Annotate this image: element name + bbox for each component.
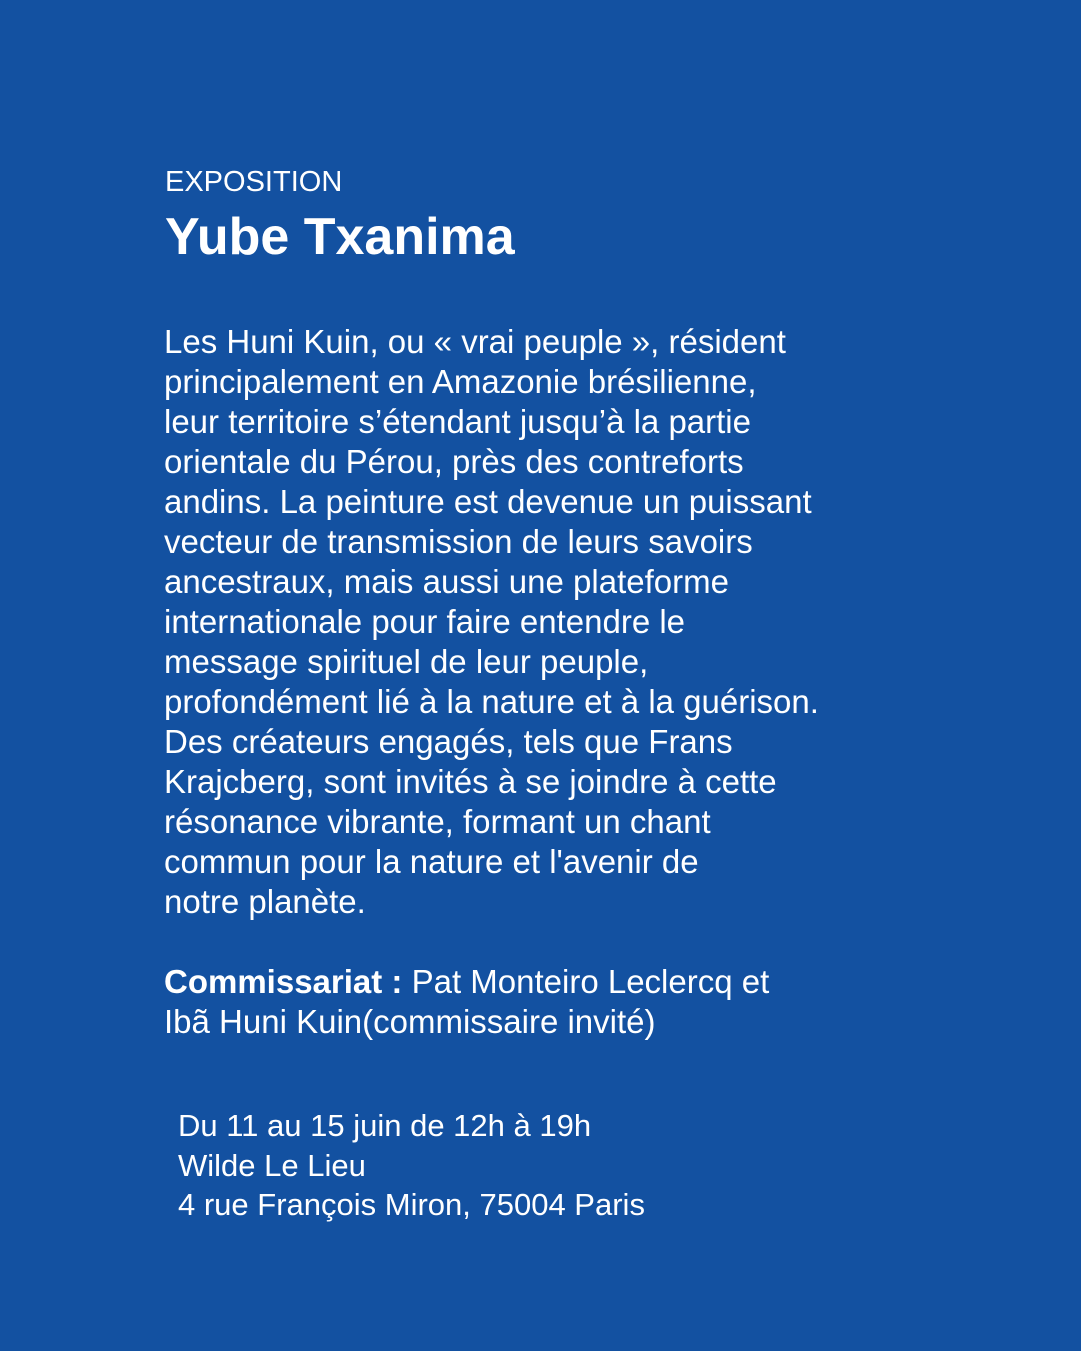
description-line: commun pour la nature et l'avenir de	[164, 843, 699, 880]
event-info	[178, 1106, 878, 1225]
description-line: andins. La peinture est devenue un puissant	[164, 483, 812, 520]
description-line: principalement en Amazonie brésilienne,	[164, 363, 757, 400]
curators-line	[164, 962, 964, 1002]
event-venue: Wilde Le Lieu	[178, 1147, 366, 1183]
description-line: ancestraux, mais aussi une plateforme	[164, 563, 729, 600]
curators-names: Pat Monteiro Leclercq et	[402, 963, 770, 1000]
description-line: orientale du Pérou, près des contreforts	[164, 443, 744, 480]
description-line: Les Huni Kuin, ou « vrai peuple », résident	[164, 323, 786, 360]
curators-line: Ibã Huni Kuin(commissaire invité)	[164, 1003, 656, 1040]
description-line: résonance vibrante, formant un chant	[164, 803, 711, 840]
exhibition-title: Yube Txanima	[165, 208, 515, 266]
description-line: vecteur de transmission de leurs savoirs	[164, 523, 753, 560]
event-dates: Du 11 au 15 juin de 12h à 19h	[178, 1108, 592, 1143]
description-line: notre planète.	[164, 883, 366, 920]
description-line: internationale pour faire entendre le	[164, 603, 686, 640]
category-label: EXPOSITION	[165, 166, 343, 198]
curators-block	[164, 962, 964, 1042]
description-line: profondément lié à la nature et à la guérison.	[164, 683, 819, 720]
event-address: 4 rue François Miron, 75004 Paris	[178, 1187, 645, 1222]
description-line: Krajcberg, sont invités à se joindre à cette	[164, 763, 777, 800]
description-line: Des créateurs engagés, tels que Frans	[164, 723, 733, 760]
curators-label: Commissariat :	[164, 963, 403, 1000]
description-paragraph	[164, 322, 964, 922]
description-line: leur territoire s’étendant jusqu’à la partie	[164, 403, 751, 440]
description-line: message spirituel de leur peuple,	[164, 643, 649, 680]
